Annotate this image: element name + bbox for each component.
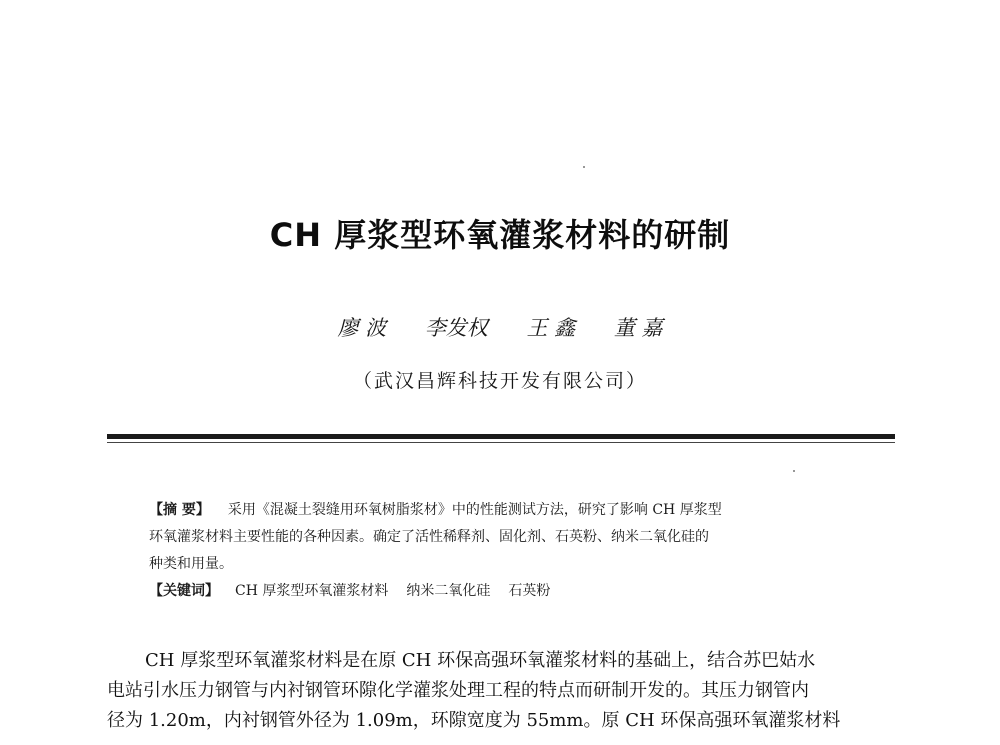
keyword: CH 厚浆型环氧灌浆材料 xyxy=(235,583,389,599)
header-divider-thick xyxy=(107,434,895,439)
body-line: 径为 1.20m，内衬钢管外径为 1.09m，环隙宽度为 55mm。原 CH 环保高强环氧灌浆材料 xyxy=(107,710,841,731)
scan-speck xyxy=(583,166,585,168)
scan-speck xyxy=(793,470,795,472)
header-divider-thin xyxy=(107,442,895,443)
abstract-text: 采用《混凝土裂缝用环氧树脂浆材》中的性能测试方法，研究了影响 CH 厚浆型 xyxy=(227,502,722,518)
keywords-label: 【关键词】 xyxy=(149,583,219,599)
affiliation: （武汉昌辉科技开发有限公司） xyxy=(352,370,647,392)
abstract-line: 种类和用量。 xyxy=(149,556,233,572)
abstract-label: 【摘 要】 xyxy=(149,502,210,518)
author-name: 廖 波 xyxy=(337,316,387,340)
abstract-line xyxy=(149,497,869,524)
body-line: CH 厚浆型环氧灌浆材料是在原 CH 环保高强环氧灌浆材料的基础上，结合苏巴姑水 xyxy=(145,650,816,671)
keyword: 纳米二氧化硅 xyxy=(406,583,491,599)
body-text xyxy=(107,646,897,736)
keywords-line xyxy=(149,578,869,605)
author-name: 王 鑫 xyxy=(526,316,576,340)
author-name: 李发权 xyxy=(424,316,488,340)
paper-title: CH 厚浆型环氧灌浆材料的研制 xyxy=(269,216,731,254)
abstract-block xyxy=(149,497,869,605)
author-name: 董 嘉 xyxy=(613,316,663,340)
author-list xyxy=(0,312,1000,342)
keyword: 石英粉 xyxy=(508,583,551,599)
abstract-line: 环氧灌浆材料主要性能的各种因素。确定了活性稀释剂、固化剂、石英粉、纳米二氧化硅的 xyxy=(149,529,709,545)
body-line: 电站引水压力钢管与内衬钢管环隙化学灌浆处理工程的特点而研制开发的。其压力钢管内 xyxy=(107,680,809,701)
